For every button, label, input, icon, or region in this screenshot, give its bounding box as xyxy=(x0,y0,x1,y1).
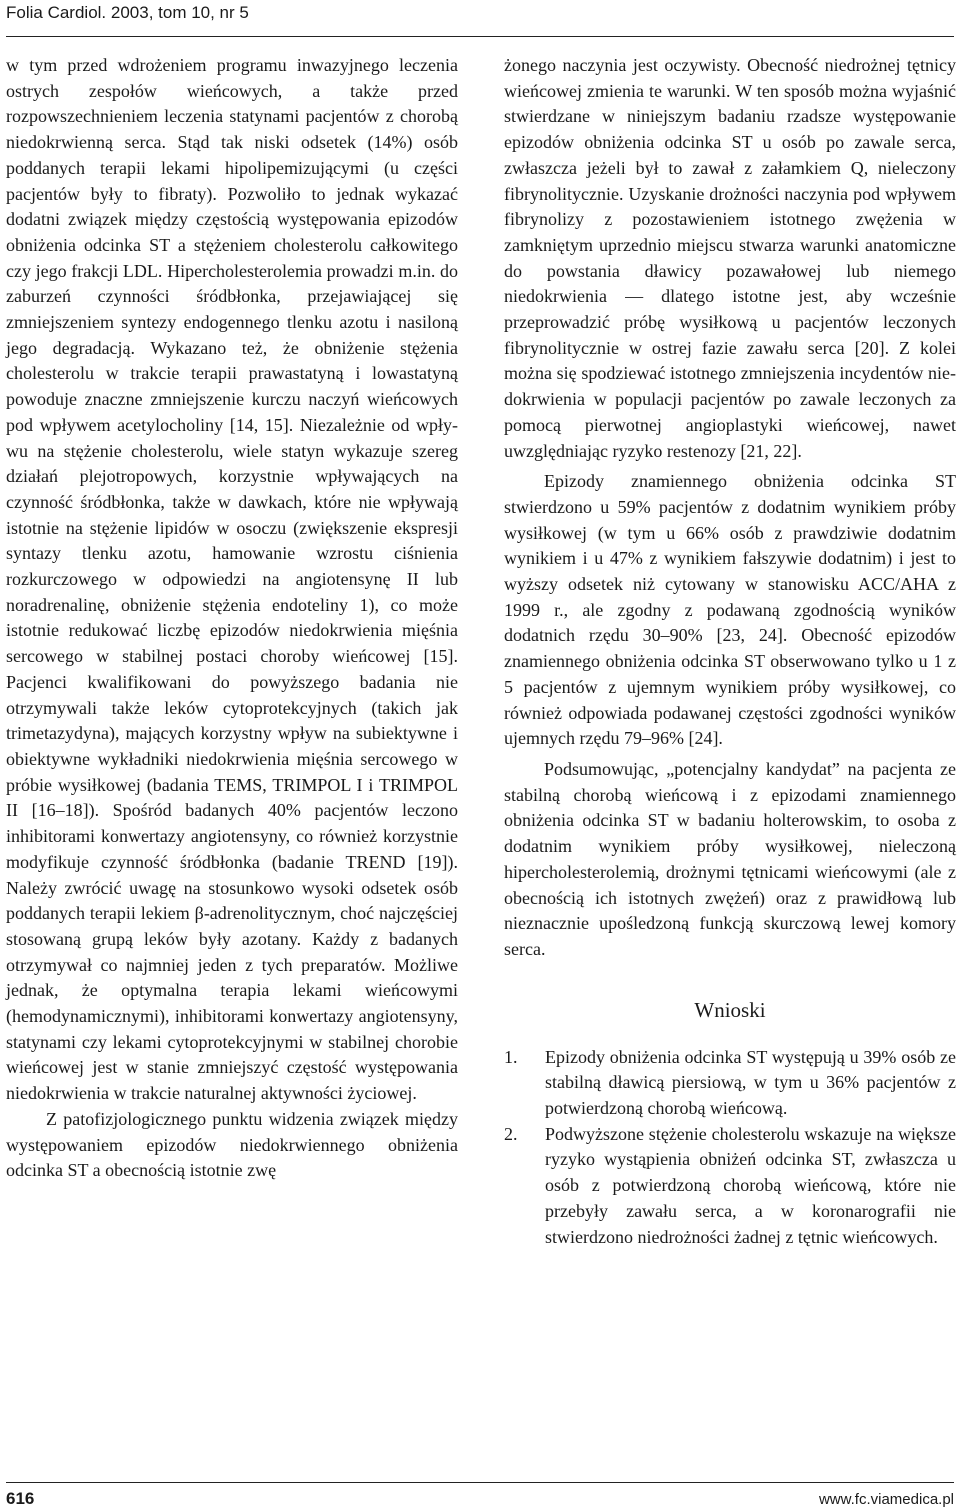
conclusion-number: 1. xyxy=(504,1046,518,1067)
conclusion-item xyxy=(504,1122,956,1251)
right-column xyxy=(504,53,956,1250)
body-paragraph: Podsumowując, „potencjalny kandydat” na pacjenta ze stabilną chorobą wieńcową i z epizodami znamiennego obniżenia odcinka ST w badaniu holterowskim, to osoba z dodatnim wynikiem próby wysiłkowej, nieleczoną hipercholesterolemią, drożnymi tętnicami wieńcowymi (ale z obecnością ich istotnych zwężeń) oraz z prawidłową lub nieznacznie upośledzoną funkcją skurczową lewej komory serca. xyxy=(504,758,956,959)
body-paragraph: w tym przed wdrożeniem programu inwazyjnego leczenia ostrych zespołów wieńcowych, a także przed rozpowszechnieniem leczenia statynami pacjentów z chorobą niedokrwienną serca. Stąd tak niski odsetek (14%) osób poddanych terapii lekami hipolipemizującymi (u części pacjentów były to fibraty). Pozwoliło to jednak wykazać dodatni związek między częstością występowania epizodów obniżenia odcinka ST a stężeniem cholesterolu całkowitego czy jego frakcji LDL. Hipercholesterolemia prowadzi m.in. do zaburzeń czynności śródbłonka, przejawiającej się zmniejszeniem syntezy endogennego tlenku azotu i nasiloną jego degradacją. Wykazano też, że obniżenie stężenia cholesterolu w trakcie terapii prawastatyną i lowastatyną powoduje znaczne zmniejszenie kurczu naczyń wieńcowych pod wpływem acetylocholiny [14, 15]. Niezależnie od wpływu na stężenie cholesterolu, wiele statyn wykazuje szereg działań plejotropowych, korzystnie wpływających na czynność śródbłonka, także w dawkach, które nie wpływają istotnie na stężenie lipidów w osoczu (zwiększenie ekspresji syntazy tlenku azotu, hamowanie wzrostu ciśnienia rozkurczowego w odpowiedzi na angiotensynę II lub noradrenalinę, obniżenie stężenia endoteliny 1), co może istotnie redukować liczbę epizodów niedokrwienia mięśnia sercowego w stabilnej postaci choroby wieńcowej [15]. Pacjenci kwalifikowani do powyższego badania nie otrzymywali także leków cytoprotekcyjnych (takich jak trimetazydyna), mających korzystny wpływ na subiektywne i obiektywne wykładniki niedokrwienia mięśnia sercowego w próbie wysiłkowej (badania TEMS, TRIMPOL I i TRIMPOL II [16–18]). Spośród badanych 40% pacjentów leczono inhibitorami konwertazy angiotensyny, co również korzystnie modyfikuje czynność śródbłonka (badanie TREND [19]). Należy zwrócić uwagę na stosunkowo wysoki odsetek osób poddanych terapii lekiem β-adrenolitycznym, choć najczęściej stosowaną grupą leków były azotany. Każdy z badanych otrzymywał co najmniej jeden z tych preparatów. Możliwe jednak, że optymalna terapia lekami wieńcowymi (hemodynamicznymi), inhibitorami konwertazy angiotensyny, statynami czy lekami cytoprotekcyjnymi w stabilnej chorobie wieńcowej jest w stanie zmniejszyć częstość występowania niedokrwienia w trakcie naturalnej aktywności życiowej. xyxy=(6,55,458,1104)
left-column xyxy=(6,53,458,1184)
page-header xyxy=(6,3,954,23)
page-number: 616 xyxy=(6,1489,35,1508)
conclusion-item xyxy=(504,1045,956,1122)
conclusion-number: 2. xyxy=(504,1123,518,1144)
conclusion-text: Epizody obniżenia odcinka ST występują u 39% osób ze stabilną dławicą piersiową, w tym u 36% pacjentów z potwierdzoną chorobą wieńcową. xyxy=(545,1046,956,1119)
body-paragraph: żonego naczynia jest oczywisty. Obecność niedrożnej tętnicy wieńcowej zmienia te warunki. W ten sposób można wyjaśnić stwierdzane w niniejszym badaniu rzadsze występowanie epizodów obniżenia odcinka ST u osób po zawale serca, zwłaszcza jeżeli był to zawał z załamkiem Q, nieleczony fibrynolitycznie. Uzyskanie drożności naczynia pod wpływem fibrynolizy z pozostawieniem istotnego zwężenia w zamkniętym uprzednio miejscu stwarza warunki anatomiczne do powstania dławicy pozawałowej lub niemego niedokrwienia — dlatego istotne jest, aby wcześnie przeprowadzić próbę wysiłkową u pacjentów leczonych fibrynolitycznie w ostrej fazie zawału serca [20]. Z kolei można się spodziewać istotnego zmniejszenia incydentów niedokrwienia w populacji pacjentów po zawale leczonych za pomocą pierwotnej angioplastyki wieńcowej, nawet uwzględniając ryzyko restenozy [21, 22]. xyxy=(504,55,956,461)
journal-website: www.fc.viamedica.pl xyxy=(818,1491,954,1508)
header-rule xyxy=(6,36,954,37)
conclusion-text: Podwyższone stężenie cholesterolu wskazuje na większe ryzyko wystąpienia obniżeń odcinka ST, zwłaszcza u osób z potwierdzoną chorobą wieńcową, które nie przebyły zawału serca, a w koronarografii nie stwierdzono niedrożności żadnej z tętnic wieńcowych. xyxy=(545,1123,956,1247)
body-paragraph: Z patofizjologicznego punktu widzenia związek między występowaniem epizodów niedokrwiennego obniżenia odcinka ST a obecnością istotnie zwę xyxy=(6,1108,458,1181)
footer-rule xyxy=(6,1482,954,1483)
section-heading-conclusions: Wnioski xyxy=(694,997,766,1022)
body-paragraph: Epizody znamiennego obniżenia odcinka ST stwierdzono u 59% pacjentów z dodatnim wynikiem próby wysiłkowej (w tym u 66% osób z prawdziwie dodatnim wynikiem i u 47% z wynikiem fałszywie dodatnim) i jest to wyższy odsetek niż cytowany w stanowisku ACC/AHA z 1999 r., ale zgodny z podawaną zgodnością wyników dodatnich rzędu 30–90% [23, 24]. Obecność epizodów znamiennego obniżenia odcinka ST obserwowano tylko u 1 z 5 pacjentów z ujemnym wynikiem próby wysiłkowej, co również odpowiada podawanej częstości zgodności wyników ujemnych rzędu 79–96% [24]. xyxy=(504,471,956,749)
conclusions-list xyxy=(504,1045,956,1251)
running-head: Folia Cardiol. 2003, tom 10, nr 5 xyxy=(6,3,249,22)
